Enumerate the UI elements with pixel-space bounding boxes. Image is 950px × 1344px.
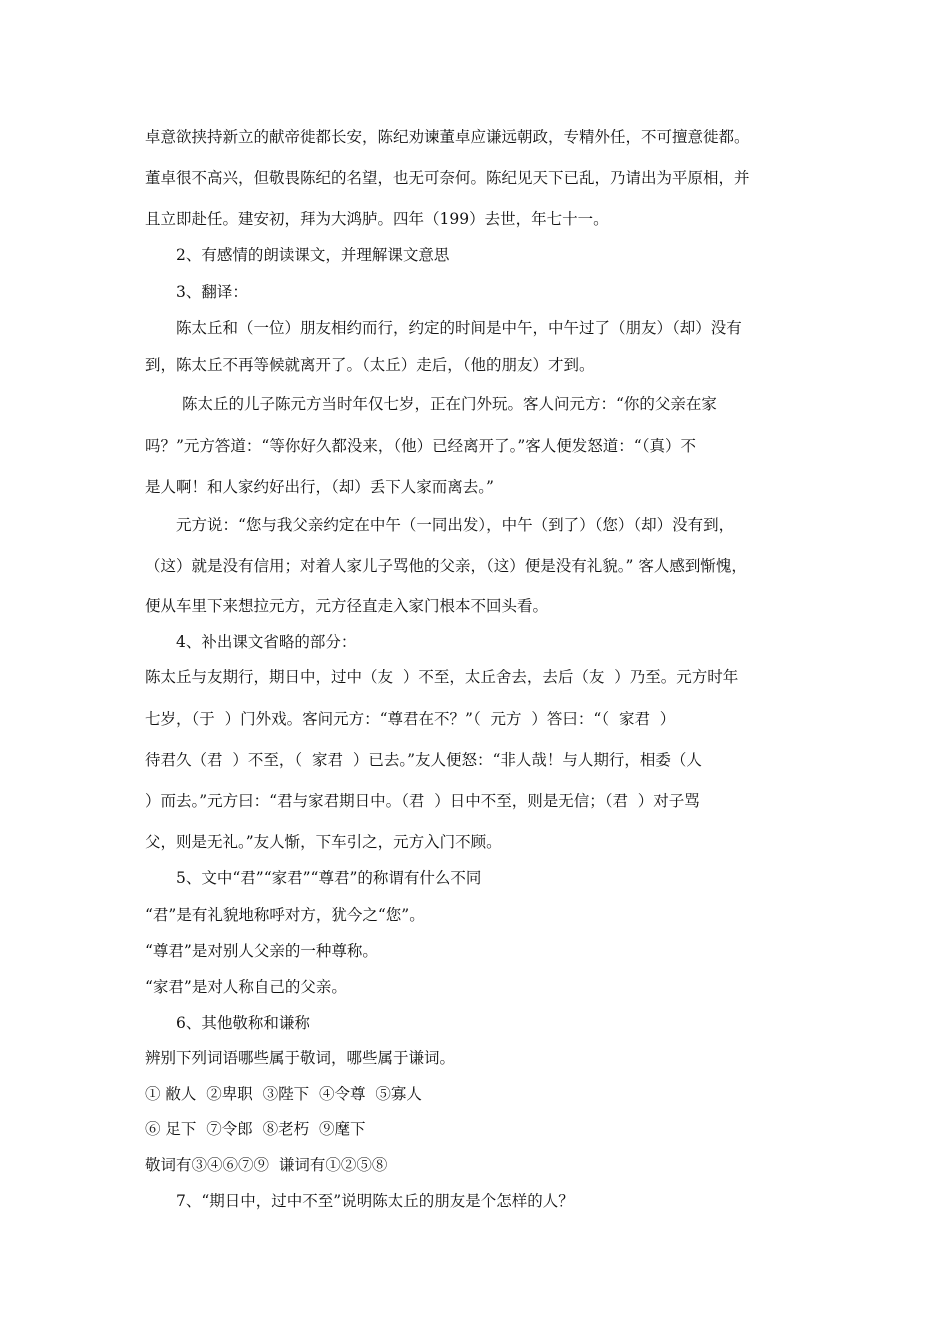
text-line: “家君”是对人称自己的父亲。 <box>145 978 347 996</box>
text-line: 2、有感情的朗读课文，并理解课文意思 <box>176 246 450 264</box>
text-line: 卓意欲挟持新立的献帝徙都长安，陈纪劝谏董卓应谦远朝政，专精外任，不可擅意徙都。 <box>145 128 750 146</box>
text-line: 3、翻译： <box>176 283 248 301</box>
text-line: 是人啊！和人家约好出行，（却）丢下人家而离去。” <box>145 478 494 496</box>
text-line: “君”是有礼貌地称呼对方，犹今之“您”。 <box>145 906 425 924</box>
text-line: 陈太丘的儿子陈元方当时年仅七岁，正在门外玩。客人问元方：“你的父亲在家 <box>182 395 717 413</box>
text-line: 便从车里下来想拉元方，元方径直走入家门根本不回头看。 <box>145 597 549 615</box>
text-line: 七岁，（于 ）门外戏。客问元方：“尊君在不？”（ 元方 ）答曰：“（ 家君 ） <box>145 710 676 728</box>
text-line: 敬词有③④⑥⑦⑨ 谦词有①②⑤⑧ <box>145 1156 388 1174</box>
text-line: 且立即赴任。建安初，拜为大鸿胪。四年（199）去世，年七十一。 <box>145 210 609 228</box>
text-line: 7、“期日中，过中不至”说明陈太丘的朋友是个怎样的人？ <box>176 1192 574 1210</box>
text-line: 吗？”元方答道：“等你好久都没来，（他）已经离开了。”客人便发怒道：“（真）不 <box>145 437 696 455</box>
text-line: “尊君”是对别人父亲的一种尊称。 <box>145 942 378 960</box>
text-line: 父，则是无礼。”友人惭，下车引之，元方入门不顾。 <box>145 833 502 851</box>
text-line: 董卓很不高兴，但敬畏陈纪的名望，也无可奈何。陈纪见天下已乱，乃请出为平原相，并 <box>145 169 750 187</box>
text-line: 5、文中“君”“家君”“尊君”的称谓有什么不同 <box>176 869 482 887</box>
text-line: 元方说：“您与我父亲约定在中午（一同出发），中午（到了）（您）（却）没有到， <box>176 516 735 534</box>
text-line: 陈太丘与友期行，期日中，过中（友 ）不至，太丘舍去，去后（友 ）乃至。元方时年 <box>145 668 739 686</box>
text-line: （这）就是没有信用；对着人家儿子骂他的父亲，（这）便是没有礼貌。” 客人感到惭愧， <box>145 557 747 575</box>
text-line: 6、其他敬称和谦称 <box>176 1014 310 1032</box>
text-line: 待君久（君 ）不至，（ 家君 ）已去。”友人便怒：“非人哉！与人期行，相委（人 <box>145 751 702 769</box>
text-line: ① 敝人 ②卑职 ③陛下 ④令尊 ⑤寡人 <box>145 1085 422 1103</box>
text-line: 到，陈太丘不再等候就离开了。（太丘）走后，（他的朋友）才到。 <box>145 356 595 374</box>
text-line: 4、补出课文省略的部分： <box>176 633 357 651</box>
text-line: 辨别下列词语哪些属于敬词，哪些属于谦词。 <box>145 1049 456 1067</box>
text-line: 陈太丘和（一位）朋友相约而行，约定的时间是中午，中午过了（朋友）（却）没有 <box>176 319 742 337</box>
text-line: ⑥ 足下 ⑦令郎 ⑧老朽 ⑨麾下 <box>145 1120 366 1138</box>
text-line: ）而去。”元方曰：“君与家君期日中。（君 ）日中不至，则是无信；（君 ）对子骂 <box>145 792 700 810</box>
